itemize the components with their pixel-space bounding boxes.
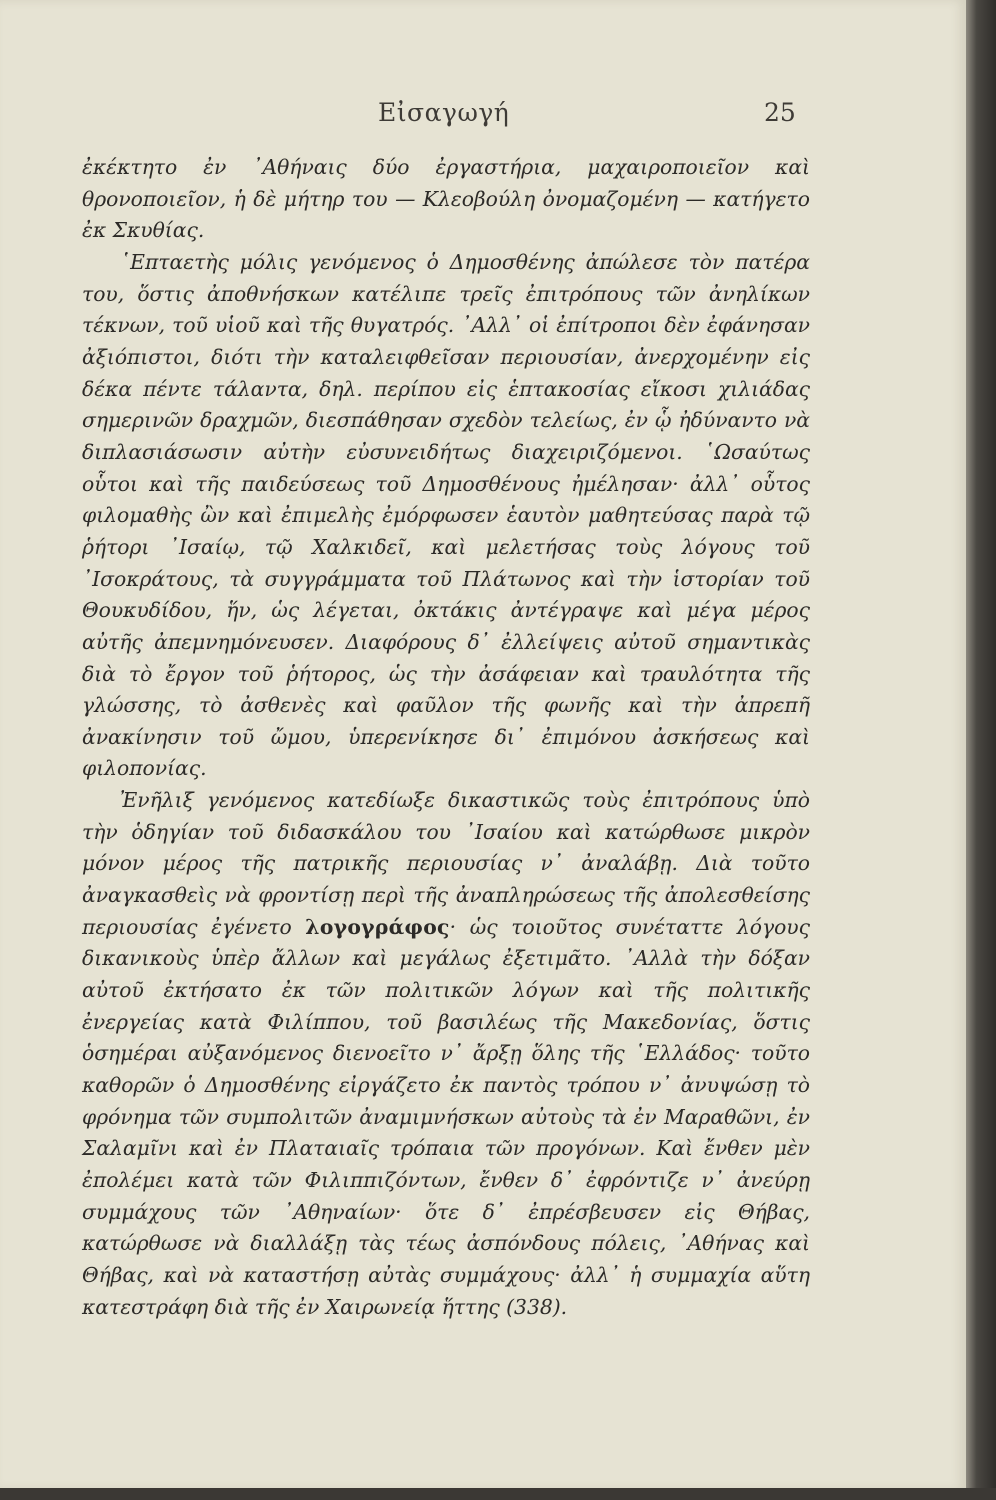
running-title: Εἰσαγωγή — [378, 98, 510, 127]
paragraph-3-end: · ὡς τοιοῦτος συνέταττε λόγους δικανικοὺς ὑπὲρ ἄλλων καὶ μεγάλως ἐξετιμᾶτο. ᾿Αλλὰ τὴν δόξαν αὐτοῦ ἐκτήσατο ἐκ τῶν πολιτικῶν λόγων καὶ τῆς πολιτικῆς ἐνεργείας κατὰ Φιλίππου, τοῦ βασιλέως τῆς Μακεδονίας, ὅστις ὁσημέραι αὐξανόμενος διενοεῖτο ν᾿ ἄρξῃ ὅλης τῆς ῾Ελλάδος· τοῦτο καθορῶν ὁ Δημοσθένης εἰργάζετο ἐκ παντὸς τρόπου ν᾿ ἀνυψώσῃ τὸ φρόνημα τῶν συμπολιτῶν ἀναμιμνήσκων αὐτοὺς τὰ ἐν Μαραθῶνι, ἐν Σαλαμῖνι καὶ ἐν Πλαταιαῖς τρόπαια τῶν προγόνων. Καὶ ἔνθεν μὲν ἐπολέμει κατὰ τῶν Φιλιππιζόντων, ἔνθεν δ᾿ ἐφρόντιζε ν᾿ ἀνεύρῃ συμμάχους τῶν ᾿Αθηναίων· ὅτε δ᾿ ἐπρέσβευσεν εἰς Θήβας, κατώρθωσε νὰ διαλλάξῃ τὰς τέως ἀσπόνδους πόλεις, ᾿Αθήνας καὶ Θήβας, καὶ νὰ καταστήσῃ αὐτὰς συμμάχους· ἀλλ᾿ ἡ συμμαχία αὕτη κατεστράφη διὰ τῆς ἐν Χαιρωνείᾳ ἥττης (338). — [82, 914, 810, 1319]
paragraph-3-start: Ἐνῆλιξ γενόμενος κατεδίωξε δικαστικῶς τοὺς ἐπιτρόπους ὑπὸ τὴν ὁδηγίαν τοῦ διδασκάλου του ᾿Ισαίου καὶ κατώρθωσε μικρὸν μόνον μέρος τῆς πατρικῆς περιουσίας ν᾿ ἀναλάβῃ. Διὰ τοῦτο ἀναγκασθεὶς νὰ φροντίσῃ περὶ τῆς ἀναπληρώσεως τῆς ἀπολεσθείσης περιουσίας ἐγένετο — [82, 788, 810, 939]
page-number: 25 — [764, 98, 796, 127]
book-edge — [966, 0, 996, 1500]
bold-term-logographos: λογογράφος — [305, 914, 450, 939]
page-header — [0, 98, 966, 134]
page-bottom-shadow — [0, 1488, 996, 1500]
paragraph-3 — [82, 785, 810, 1323]
paragraph-1: ἐκέκτητο ἐν ᾿Αθήναις δύο ἐργαστήρια, μαχαιροποιεῖον καὶ θρονοποιεῖον, ἡ δὲ μήτηρ του — Κλεοβούλη ὀνομαζομένη — κατήγετο ἐκ Σκυθίας. — [82, 155, 810, 243]
paragraph-2: ῾Επταετὴς μόλις γενόμενος ὁ Δημοσθένης ἀπώλεσε τὸν πατέρα του, ὅστις ἀποθνήσκων κατέλιπε τρεῖς ἐπιτρόπους τῶν ἀνηλίκων τέκνων, τοῦ υἱοῦ καὶ τῆς θυγατρός. ᾿Αλλ᾿ οἱ ἐπίτροποι δὲν ἐφάνησαν ἀξιόπιστοι, διότι τὴν καταλειφθεῖσαν περιουσίαν, ἀνερχομένην εἰς δέκα πέντε τάλαντα, δηλ. περίπου εἰς ἑπτακοσίας εἴκοσι χιλιάδας σημερινῶν δραχμῶν, διεσπάθησαν σχεδὸν τελείως, ἐν ᾧ ἠδύναντο νὰ διπλασιάσωσιν αὐτὴν εὐσυνειδήτως διαχειριζόμενοι. ῾Ωσαύτως οὗτοι καὶ τῆς παιδεύσεως τοῦ Δημοσθένους ἠμέλησαν· ἀλλ᾿ οὗτος φιλομαθὴς ὢν καὶ ἐπιμελὴς ἐμόρφωσεν ἑαυτὸν μαθητεύσας παρὰ τῷ ῥήτορι ᾿Ισαίῳ, τῷ Χαλκιδεῖ, καὶ μελετήσας τοὺς λόγους τοῦ ᾿Ισοκράτους, τὰ συγγράμματα τοῦ Πλάτωνος καὶ τὴν ἱστορίαν τοῦ Θουκυδίδου, ἥν, ὡς λέγεται, ὀκτάκις ἀντέγραψε καὶ μέγα μέρος αὐτῆς ἀπεμνημόνευσεν. Διαφόρους δ᾿ ἐλλείψεις αὐτοῦ σημαντικὰς διὰ τὸ ἔργον τοῦ ῥήτορος, ὡς τὴν ἀσάφειαν καὶ τραυλότητα τῆς γλώσσης, τὸ ἀσθενὲς καὶ φαῦλον τῆς φωνῆς καὶ τὴν ἀπρεπῆ ἀνακίνησιν τοῦ ὤμου, ὑπερενίκησε δι᾿ ἐπιμόνου ἀσκήσεως καὶ φιλοπονίας. — [82, 249, 810, 781]
body-text — [82, 152, 810, 1323]
